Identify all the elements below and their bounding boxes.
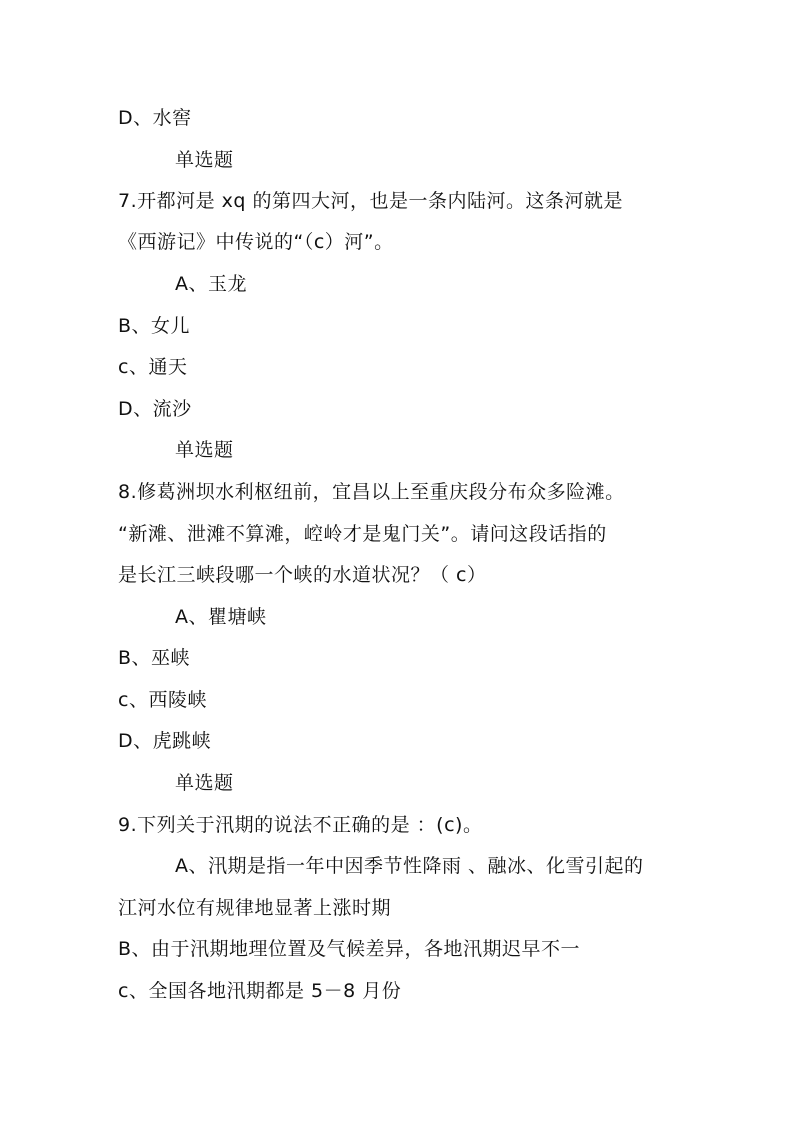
q8-option-a: A、瞿塘峡 <box>175 606 267 628</box>
q8-option-d: D、虎跳峡 <box>118 730 212 752</box>
q9-option-c: c、全国各地汛期都是 5－8 月份 <box>118 980 402 1002</box>
q8-question-line-2: “新滩、泄滩不算滩，崆岭才是鬼门关”。请问这段话指的 <box>118 523 607 545</box>
q9-option-a-line-1: A、汛期是指一年中因季节性降雨 、融冰、化雪引起的 <box>175 855 644 877</box>
q9-type-label: 单选题 <box>175 772 234 794</box>
q7-option-b: B、女儿 <box>118 315 191 337</box>
q8-question-line-1: 8.修葛洲坝水利枢纽前，宜昌以上至重庆段分布众多险滩。 <box>118 481 625 503</box>
q6-option-d: D、水窖 <box>118 107 192 129</box>
q9-question: 9.下列关于汛期的说法不正确的是 ：(c)。 <box>118 814 483 836</box>
q8-option-b: B、巫峡 <box>118 647 191 669</box>
q7-question-line-2: 《西游记》中传说的“（c）河”。 <box>118 231 394 253</box>
q7-type-label: 单选题 <box>175 149 234 171</box>
q8-option-c: c、西陵峡 <box>118 689 207 711</box>
q8-question-line-3: 是长江三峡段哪一个峡的水道状况？（ c） <box>118 564 487 586</box>
q7-question-line-1: 7.开都河是 xq 的第四大河，也是一条内陆河。这条河就是 <box>118 190 624 212</box>
q7-option-c: c、通天 <box>118 356 188 378</box>
q9-option-a-line-2: 江河水位有规律地显著上涨时期 <box>118 897 392 919</box>
q7-option-d: D、流沙 <box>118 398 192 420</box>
q9-option-b: B、由于汛期地理位置及气候差异，各地汛期迟早不一 <box>118 938 581 960</box>
q8-type-label: 单选题 <box>175 439 234 461</box>
q7-option-a: A、玉龙 <box>175 273 247 295</box>
